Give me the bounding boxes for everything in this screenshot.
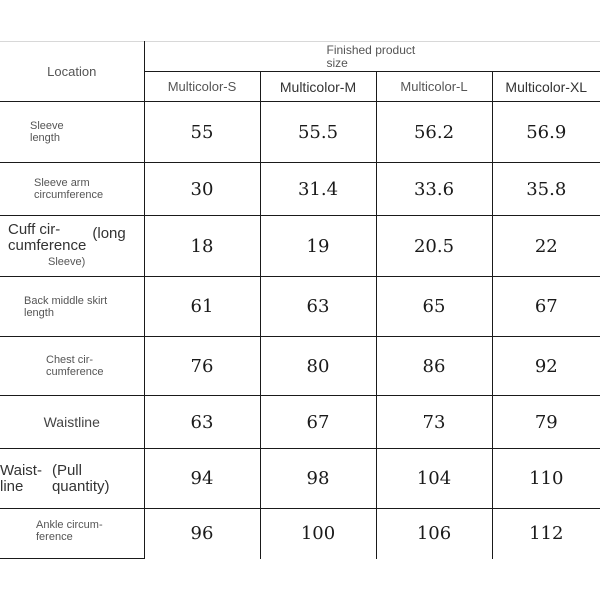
table-row (0, 396, 600, 449)
row-label-chest-circumference: Chest cir- cumference (0, 337, 144, 396)
group-header-line2: size (326, 56, 348, 70)
value-cell: 35.8 (492, 163, 600, 216)
finished-product-size-header (144, 42, 600, 72)
value-cell: 55 (144, 102, 260, 163)
value-cell: 22 (492, 216, 600, 277)
value-cell: 112 (492, 509, 600, 559)
value-cell: 94 (144, 449, 260, 509)
table-row (0, 216, 600, 277)
row-label-sleeve-arm-circumference: Sleeve arm circumference (0, 163, 144, 216)
value-cell: 92 (492, 337, 600, 396)
value-cell: 56.2 (376, 102, 492, 163)
row-label-waistline-pull-quantity: Waist- line (Pull quantity) (0, 449, 144, 509)
value-cell: 86 (376, 337, 492, 396)
size-chart (0, 41, 600, 559)
row-label-waistline: Waistline (0, 396, 144, 449)
group-header-line1: Finished product (326, 43, 416, 57)
size-header-xl: Multicolor-XL (492, 72, 600, 102)
table-row (0, 163, 600, 216)
value-cell: 80 (260, 337, 376, 396)
value-cell: 56.9 (492, 102, 600, 163)
table-row (0, 102, 600, 163)
value-cell: 31.4 (260, 163, 376, 216)
value-cell: 18 (144, 216, 260, 277)
size-header-s: Multicolor-S (144, 72, 260, 102)
row-label-ankle-circumference: Ankle circum- ference (0, 509, 144, 559)
value-cell: 67 (260, 396, 376, 449)
value-cell: 63 (144, 396, 260, 449)
value-cell: 110 (492, 449, 600, 509)
size-table (0, 41, 600, 559)
row-label-back-middle-skirt-length: Back middle skirt length (0, 277, 144, 337)
table-row (0, 449, 600, 509)
value-cell: 19 (260, 216, 376, 277)
value-cell: 30 (144, 163, 260, 216)
value-cell: 73 (376, 396, 492, 449)
table-row (0, 277, 600, 337)
value-cell: 106 (376, 509, 492, 559)
size-header-m: Multicolor-M (260, 72, 376, 102)
value-cell: 104 (376, 449, 492, 509)
value-cell: 55.5 (260, 102, 376, 163)
value-cell: 100 (260, 509, 376, 559)
value-cell: 76 (144, 337, 260, 396)
size-header-l: Multicolor-L (376, 72, 492, 102)
value-cell: 96 (144, 509, 260, 559)
value-cell: 20.5 (376, 216, 492, 277)
table-row (0, 337, 600, 396)
value-cell: 79 (492, 396, 600, 449)
value-cell: 33.6 (376, 163, 492, 216)
table-row (0, 509, 600, 559)
row-label-cuff-circumference: Cuff cir- cumference (long Sleeve) (0, 216, 144, 277)
location-header: Location (0, 42, 144, 102)
value-cell: 61 (144, 277, 260, 337)
value-cell: 63 (260, 277, 376, 337)
value-cell: 65 (376, 277, 492, 337)
value-cell: 67 (492, 277, 600, 337)
value-cell: 98 (260, 449, 376, 509)
row-label-sleeve-length: Sleeve length (0, 102, 144, 163)
